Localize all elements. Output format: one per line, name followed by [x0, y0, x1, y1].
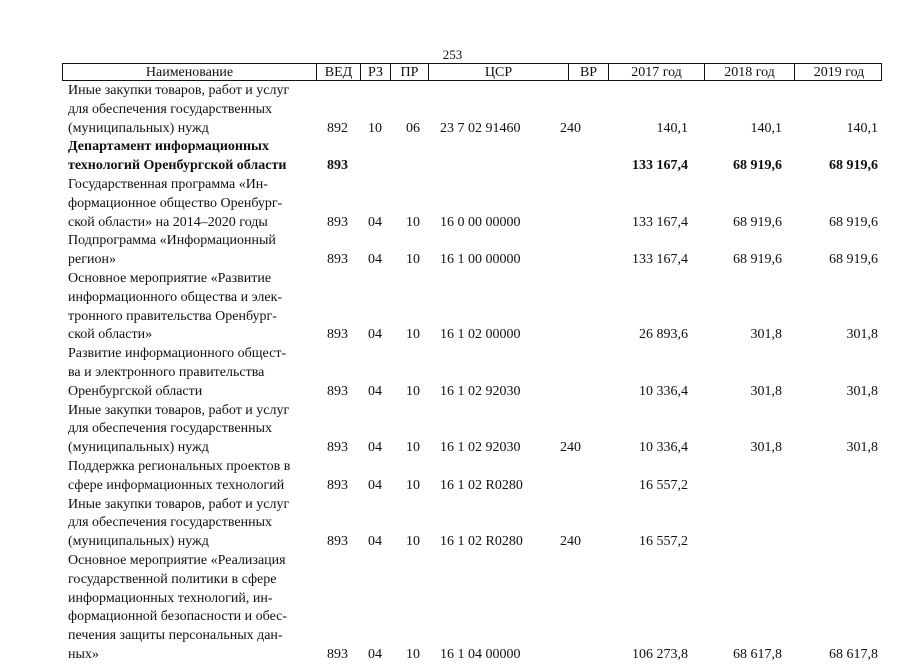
row-2017: 133 167,4 — [632, 158, 688, 174]
table-row — [68, 138, 888, 176]
row-pr: 10 — [406, 477, 420, 493]
row-pr: 10 — [406, 440, 420, 456]
row-name: Департамент информационных технологий Оренбургской области — [68, 139, 287, 174]
row-rz: 04 — [368, 252, 382, 268]
row-name: Подпрограмма «Информационный регион» — [68, 233, 276, 268]
header-name: Наименование — [63, 64, 317, 80]
table-row — [68, 345, 888, 401]
row-csr: 23 7 02 91460 — [440, 120, 521, 136]
row-csr: 16 1 02 92030 — [440, 440, 521, 456]
row-csr: 16 1 02 R0280 — [440, 534, 523, 550]
row-2018: 68 617,8 — [733, 646, 782, 662]
table-row — [68, 496, 888, 552]
row-2019: 140,1 — [846, 120, 878, 136]
row-2017: 10 336,4 — [639, 383, 688, 399]
row-name: Поддержка региональных проектов в сфере информационных технологий — [68, 458, 291, 493]
row-2019: 301,8 — [846, 440, 878, 456]
row-pr: 10 — [406, 214, 420, 230]
row-pr: 10 — [406, 327, 420, 343]
row-vr: 240 — [560, 440, 581, 456]
row-2019: 68 919,6 — [829, 252, 878, 268]
row-name: Основное мероприятие «Реализация государственной политики в сфере информационных технологий, ин- формационной безопасности и обес- печения защиты персональных дан- ных» — [68, 552, 288, 662]
row-ved: 893 — [327, 252, 348, 268]
table-row — [68, 458, 888, 496]
row-pr: 10 — [406, 383, 420, 399]
row-2017: 16 557,2 — [639, 477, 688, 493]
row-name: Иные закупки товаров, работ и услуг для обеспечения государственных (муниципальных) нужд — [68, 83, 290, 136]
row-name: Государственная программа «Ин- формационное общество Оренбург- ской области» на 2014–2020 годы — [68, 176, 283, 230]
row-name: Развитие информационного общест- ва и электронного правительства Оренбургской области — [68, 346, 287, 399]
row-pr: 10 — [406, 646, 420, 662]
table-row — [68, 232, 888, 270]
row-vr: 240 — [560, 120, 581, 136]
row-2018: 301,8 — [750, 440, 782, 456]
row-ved: 893 — [327, 158, 348, 174]
row-rz: 04 — [368, 440, 382, 456]
row-csr: 16 1 02 R0280 — [440, 477, 523, 493]
row-ved: 893 — [327, 327, 348, 343]
row-2019: 301,8 — [846, 327, 878, 343]
row-2018: 301,8 — [750, 327, 782, 343]
row-2019: 301,8 — [846, 383, 878, 399]
row-2018: 301,8 — [750, 383, 782, 399]
row-csr: 16 1 04 00000 — [440, 646, 521, 662]
row-ved: 892 — [327, 120, 348, 136]
row-2019: 68 919,6 — [829, 158, 878, 174]
table-row — [68, 402, 888, 458]
row-csr: 16 0 00 00000 — [440, 214, 521, 230]
row-2019: 68 617,8 — [829, 646, 878, 662]
header-2019: 2019 год — [813, 65, 865, 80]
header-vr: ВР — [569, 64, 609, 80]
table-row — [68, 270, 888, 345]
page-number: 253 — [442, 47, 463, 62]
table-header — [62, 63, 882, 81]
row-2018: 68 919,6 — [733, 252, 782, 268]
row-ved: 893 — [327, 477, 348, 493]
row-name: Основное мероприятие «Развитие информационного общества и элек- тронного правительства Оренбург- ской области» — [68, 270, 283, 343]
row-2018: 68 919,6 — [733, 214, 782, 230]
header-csr: ЦСР — [429, 64, 569, 80]
row-2017: 26 893,6 — [639, 327, 688, 343]
row-pr: 06 — [406, 120, 420, 136]
table-row — [68, 552, 888, 665]
row-pr: 10 — [406, 534, 420, 550]
row-csr: 16 1 02 92030 — [440, 383, 521, 399]
row-name: Иные закупки товаров, работ и услуг для обеспечения государственных (муниципальных) нужд — [68, 496, 290, 550]
row-csr: 16 1 02 00000 — [440, 327, 521, 343]
row-ved: 893 — [327, 646, 348, 662]
row-2017: 133 167,4 — [632, 252, 688, 268]
row-2018: 68 919,6 — [733, 158, 782, 174]
header-ved: ВЕД — [317, 64, 361, 80]
row-2017: 140,1 — [656, 120, 688, 136]
header-2018: 2018 год — [705, 64, 795, 80]
row-ved: 893 — [327, 440, 348, 456]
row-rz: 04 — [368, 383, 382, 399]
row-pr: 10 — [406, 252, 420, 268]
row-rz: 04 — [368, 214, 382, 230]
row-vr: 240 — [560, 534, 581, 550]
row-ved: 893 — [327, 214, 348, 230]
row-2017: 16 557,2 — [639, 534, 688, 550]
row-rz: 04 — [368, 646, 382, 662]
table-row — [68, 176, 888, 232]
header-pr: ПР — [391, 64, 429, 80]
header-2017: 2017 год — [609, 64, 705, 80]
row-ved: 893 — [327, 534, 348, 550]
row-name: Иные закупки товаров, работ и услуг для обеспечения государственных (муниципальных) нужд — [68, 402, 290, 456]
row-2019: 68 919,6 — [829, 214, 878, 230]
row-2017: 106 273,8 — [632, 646, 688, 662]
table-row — [68, 82, 888, 138]
row-2018: 140,1 — [750, 120, 782, 136]
row-rz: 04 — [368, 327, 382, 343]
row-rz: 10 — [368, 120, 382, 136]
row-2017: 10 336,4 — [639, 440, 688, 456]
row-csr: 16 1 00 00000 — [440, 252, 521, 268]
row-rz: 04 — [368, 477, 382, 493]
row-rz: 04 — [368, 534, 382, 550]
row-ved: 893 — [327, 383, 348, 399]
header-rz: РЗ — [361, 64, 391, 80]
table-body — [68, 82, 888, 665]
row-2017: 133 167,4 — [632, 214, 688, 230]
